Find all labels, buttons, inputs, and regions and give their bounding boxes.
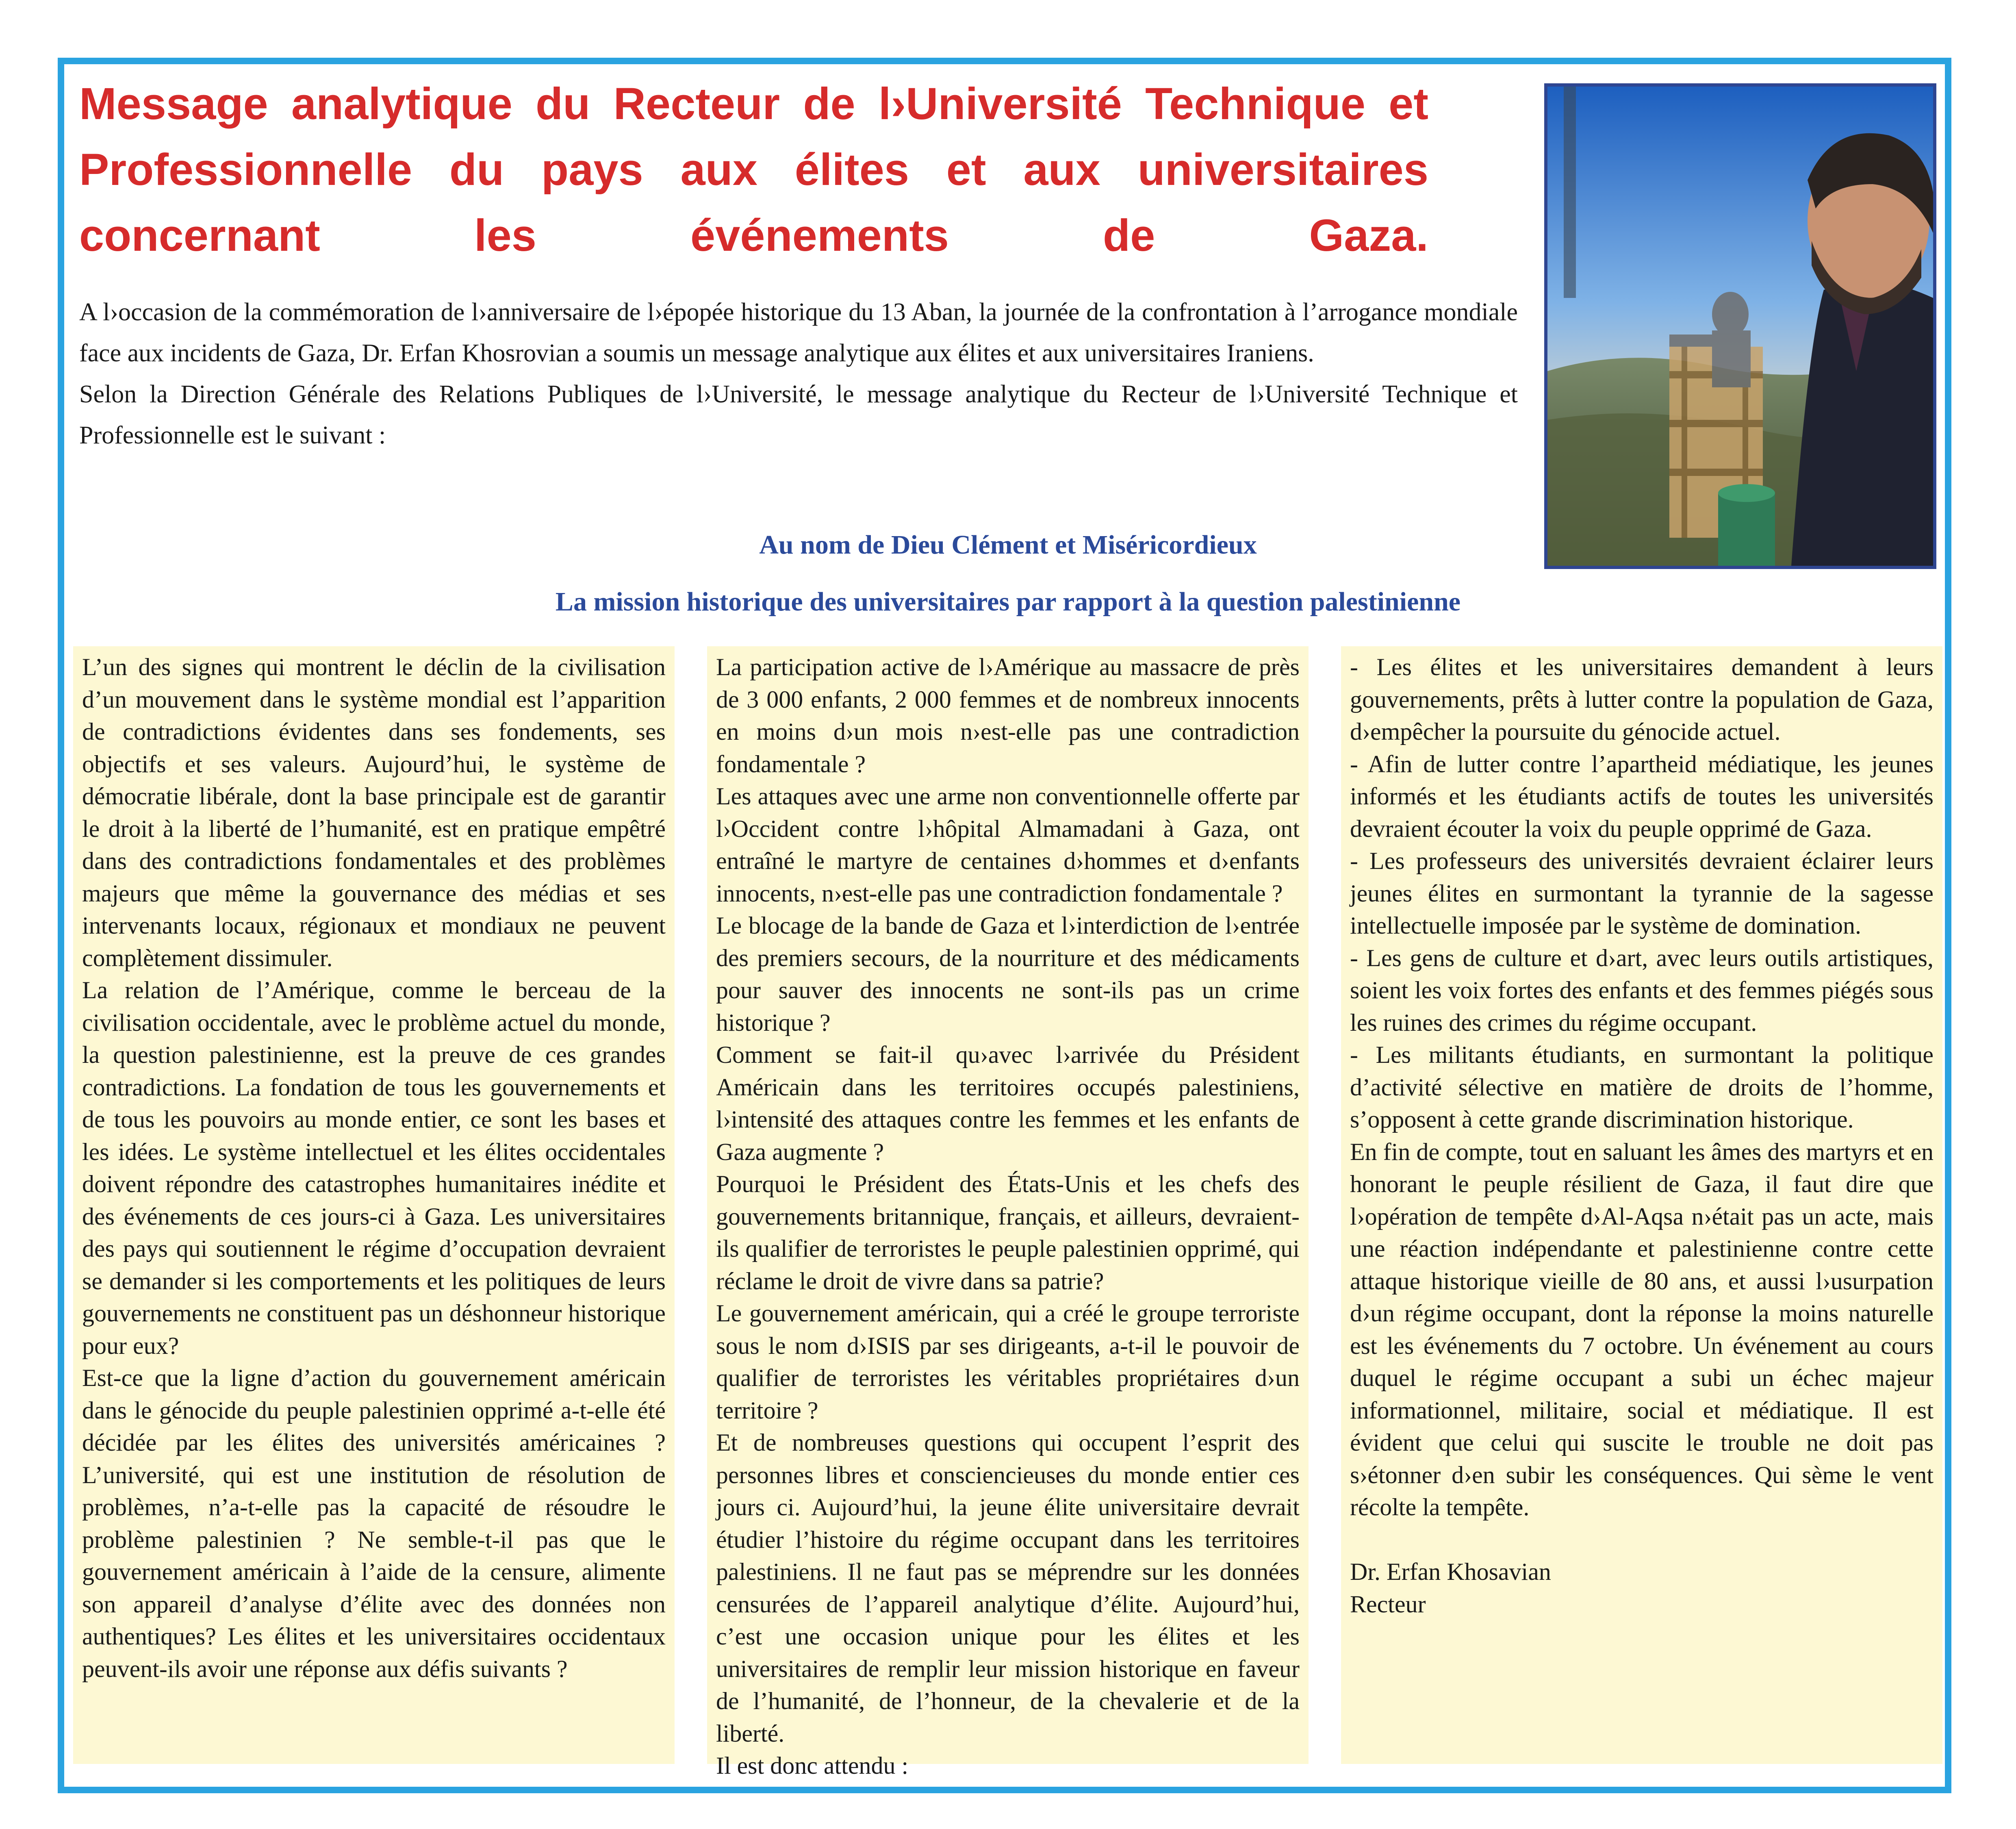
paragraph-spacer (1350, 1524, 1934, 1556)
portrait-photo (1544, 83, 1936, 569)
invocation-heading: Au nom de Dieu Clément et Miséricordieux (759, 530, 1257, 560)
column-paragraph: Pourquoi le Président des États-Unis et les chefs des gouvernements britannique, français, et ailleurs, devraient-ils qualifier de terroristes le peuple palestinien opprimé, qui réclame le droit de vivre dans sa patrie? (716, 1171, 1300, 1295)
column-paragraph: Et de nombreuses questions qui occupent l’esprit des personnes libres et consciencieuses du monde entier ces jours ci. Aujourd’hui, la jeune élite universitaire devrait étudier l’histoire du régime occupant dans les territoires palestiniens. Il ne faut pas se méprendre sur les données censurées de l’appareil analytique d’élite. Aujourd’hui, c’est une occasion unique pour les élites et les universitaires de remplir leur mission historique en faveur de l’humanité, de l’honneur, de la chevalerie et de la liberté. (716, 1429, 1300, 1747)
column-paragraph: Est-ce que la ligne d’action du gouvernement américain dans le génocide du peuple palestinien opprimé a-t-elle été décidée par les élites des universités américaines ? L’université, qui est une institution de résolution de problèmes, n’a-t-elle pas la capacité de résoudre le problème palestinien ? Ne semble-t-il pas que le gouvernement américain à l’aide de la censure, alimente son appareil d’analyse d’élite avec des données non authentiques? Les élites et les universitaires occidentaux peuvent-ils avoir une réponse aux défis suivants ? (82, 1364, 666, 1682)
column-paragraph: La participation active de l›Amérique au massacre de près de 3 000 enfants, 2 000 femmes et de nombreux innocents en moins d›un mois n›est-elle pas une contradiction fondamentale ? (716, 654, 1300, 778)
column-paragraph: - Les gens de culture et d›art, avec leurs outils artistiques, soient les voix fortes des enfants et des femmes piégés sous les ruines des crimes du régime occupant. (1350, 944, 1934, 1036)
column-paragraph: L’un des signes qui montrent le déclin de la civilisation d’un mouvement dans le système mondial est l’apparition de contradictions évidentes dans ses fondements, ses objectifs et ses valeurs. Aujourd’hui, le système de démocratie libérale, dont la base principale est de garantir le droit à la liberté de l’humanité, est en pratique empêtré dans des contradictions fondamentales et des problèmes majeurs que même la gouvernance des médias et ses intervenants locaux, régionaux et mondiaux ne peuvent complètement dissimuler. (82, 654, 666, 971)
text-column-3 (1341, 646, 1942, 1764)
column-paragraph: Comment se fait-il qu›avec l›arrivée du Président Américain dans les territoires occupés palestiniens, l›intensité des attaques contre les femmes et les enfants de Gaza augmente ? (716, 1041, 1300, 1165)
intro-paragraph: Selon la Direction Générale des Relations Publiques de l›Université, le message analytique du Recteur de l›Université Technique et Professionnelle est le suivant : (79, 380, 1518, 449)
column-paragraph: La relation de l’Amérique, comme le berceau de la civilisation occidentale, avec le problème actuel du monde, la question palestinienne, est la preuve de ces grandes contradictions. La fondation de tous les gouvernements et de tous les pouvoirs au monde entier, ce sont les bases et les idées. Le système intellectuel et les élites occidentales doivent répondre des catastrophes humanitaires inédite et des événements de ces jours-ci à Gaza. Les universitaires des pays qui soutiennent le régime d’occupation devraient se demander si les comportements et les politiques de leurs gouvernements ne constituent pas un déshonneur historique pour eux? (82, 977, 666, 1359)
intro-paragraph: A l›occasion de la commémoration de l›anniversaire de l›épopée historique du 13 Aban, la journée de la confrontation à l’arrogance mondiale face aux incidents de Gaza, Dr. Erfan Khosrovian a soumis un message analytique aux élites et aux universitaires Iraniens. (79, 298, 1518, 367)
column-paragraph: Les attaques avec une arme non conventionnelle offerte par l›Occident contre l›hôpital Almamadani à Gaza, ont entraîné le martyre de centaines d›hommes et d›enfants innocents, n›est-elle pas une contradiction fondamentale ? (716, 783, 1300, 907)
text-column-2 (707, 646, 1309, 1779)
column-paragraph: - Les élites et les universitaires demandent à leurs gouvernements, prêts à lutter contre la population de Gaza, d›empêcher la poursuite du génocide actuel. (1350, 654, 1934, 745)
article-title: Message analytique du Recteur de l›Université Technique et Professionnelle du pays aux élites et aux universitaires concernant les événements de Gaza. (79, 79, 1428, 261)
column-paragraph: - Les militants étudiants, en surmontant la politique d’activité sélective en matière de droits de l’homme, s’opposent à cette grande discrimination historique. (1350, 1041, 1934, 1133)
article-subtitle: La mission historique des universitaires par rapport à la question palestinienne (555, 587, 1461, 617)
column-paragraph: - Afin de lutter contre l’apartheid médiatique, les jeunes informés et les étudiants actifs de toutes les universités devraient écouter la voix du peuple opprimé de Gaza. (1350, 750, 1934, 842)
column-paragraph: En fin de compte, tout en saluant les âmes des martyrs et en honorant le peuple résilient de Gaza, il faut dire que l›opération de tempête d›Al-Aqsa n›était pas un acte, mais une réaction indépendante et palestinienne contre cette attaque historique vieille de 80 ans, et aussi l›usurpation d›un régime occupant, dont la réponse la moins naturelle est les événements du 7 octobre. Un événement au cours duquel le régime occupant a subi un échec majeur informationnel, militaire, social et médiatique. Il est évident que celui qui suscite le trouble ne doit pas s›étonner d›en subir les conséquences. Qui sème le vent récolte la tempête. (1350, 1138, 1934, 1521)
column-paragraph: Il est donc attendu : (716, 1752, 909, 1779)
column-paragraph: Le gouvernement américain, qui a créé le groupe terroriste sous le nom d›ISIS par ses dirigeants, a-t-il le pouvoir de qualifier de terroristes les véritables propriétaires d›un territoire ? (716, 1300, 1300, 1424)
column-paragraph: - Les professeurs des universités devraient éclairer leurs jeunes élites en surmontant la tyrannie de la sagesse intellectuelle imposée par le système de domination. (1350, 847, 1934, 939)
text-column-1 (73, 646, 675, 1764)
column-paragraph: Le blocage de la bande de Gaza et l›interdiction de l›entrée des premiers secours, de la nourriture et des médicaments pour sauver des innocents ne sont-ils pas un crime historique ? (716, 912, 1300, 1036)
signature-role: Recteur (1350, 1590, 1426, 1618)
intro-text (79, 292, 1518, 456)
signature-name: Dr. Erfan Khosavian (1350, 1558, 1551, 1585)
